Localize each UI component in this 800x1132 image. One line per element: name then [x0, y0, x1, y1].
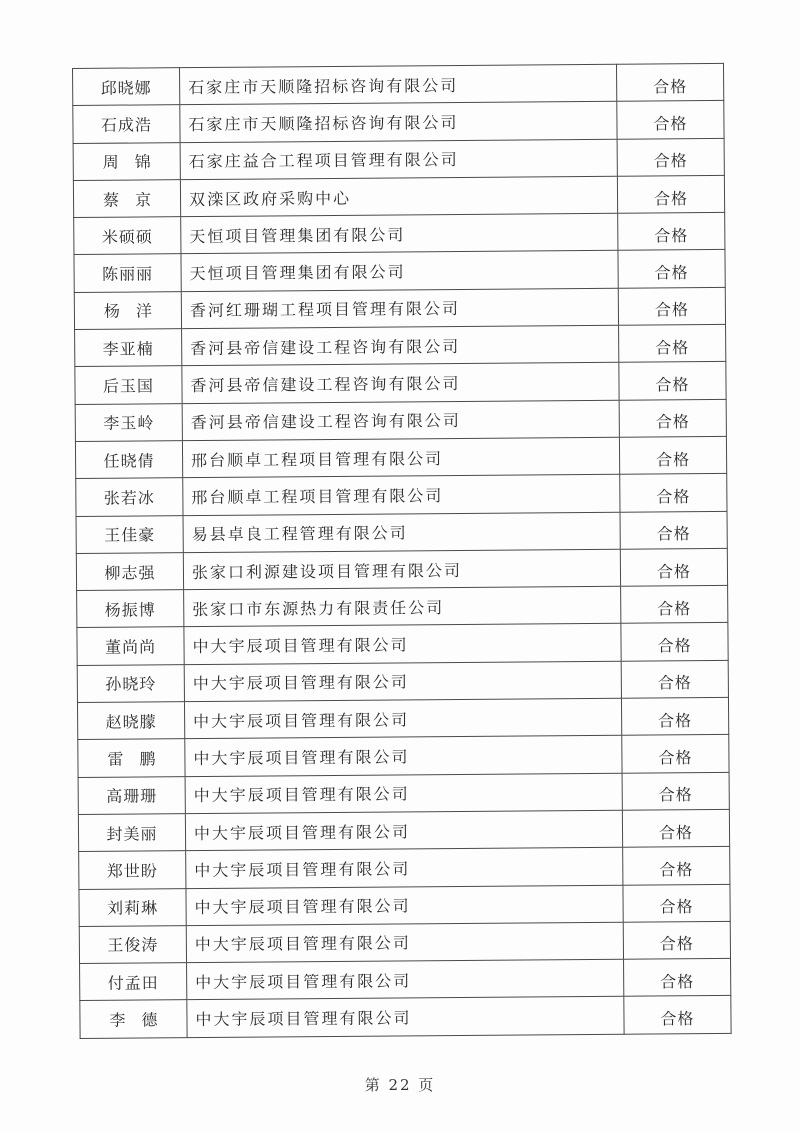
result-label: 合格: [655, 337, 690, 358]
result-label: 合格: [656, 449, 691, 470]
table-row: [75, 324, 726, 366]
result-cell: [617, 101, 724, 139]
result-label: 合格: [658, 748, 693, 768]
company-name-cell: 香河县帝信建设工程咨询有限公司: [182, 400, 619, 441]
person-name-cell: 董尚尚: [77, 627, 184, 665]
company-name-cell: 张家口市东源热力有限责任公司: [184, 586, 621, 627]
table-row: [77, 623, 728, 665]
table-row: [77, 586, 728, 628]
table-row: [78, 772, 729, 814]
result-cell: [620, 474, 727, 512]
table-row: [75, 436, 726, 478]
company-name-cell: 香河县帝信建设工程咨询有限公司: [182, 363, 619, 404]
person-name-cell: 郑世盼: [79, 851, 186, 889]
result-cell: [620, 511, 727, 549]
company-name-cell: 中大宇辰项目管理有限公司: [187, 997, 624, 1038]
result-label: 合格: [656, 524, 691, 544]
company-name-cell: 易县卓良工程管理有限公司: [183, 512, 620, 553]
company-name-cell: 中大宇辰项目管理有限公司: [186, 847, 623, 888]
person-name-cell: 邱晓娜: [73, 68, 180, 106]
result-label: 合格: [656, 561, 692, 581]
person-name-cell: 任晓倩: [75, 441, 182, 479]
result-label: 合格: [653, 151, 688, 171]
person-name-cell: 付孟田: [80, 963, 187, 1001]
person-name-cell: 蔡京: [73, 180, 180, 218]
table-row: [75, 399, 726, 441]
table-row: [75, 362, 726, 404]
results-table-body: [73, 63, 732, 1038]
company-name-cell: 中大宇辰项目管理有限公司: [184, 624, 621, 665]
result-cell: [617, 138, 724, 176]
company-name-cell: 天恒项目管理集团有限公司: [181, 213, 618, 254]
result-label: 合格: [653, 188, 689, 208]
table-row: [73, 101, 724, 143]
results-table-wrapper: [72, 63, 720, 1039]
company-name-cell: 中大宇辰项目管理有限公司: [184, 661, 621, 702]
person-name-cell: 张若冰: [76, 478, 183, 516]
page-number: 第 22 页: [364, 1076, 436, 1094]
person-name-cell: 杨洋: [74, 291, 181, 329]
result-cell: [623, 921, 730, 959]
company-name-cell: 香河红珊瑚工程项目管理有限公司: [181, 288, 618, 329]
person-name-cell: 杨振博: [77, 590, 184, 628]
company-name-cell: 石家庄市天顺隆招标咨询有限公司: [180, 64, 617, 105]
table-row: [73, 175, 724, 217]
company-name-cell: 石家庄市天顺隆招标咨询有限公司: [180, 102, 617, 143]
person-name-cell: 雷鹏: [78, 739, 185, 777]
table-row: [77, 660, 728, 702]
result-cell: [619, 362, 726, 400]
result-label: 合格: [657, 598, 692, 619]
result-label: 合格: [654, 263, 689, 283]
result-cell: [618, 250, 725, 288]
table-row: [79, 921, 730, 963]
result-label: 合格: [655, 375, 690, 395]
result-label: 合格: [657, 673, 692, 693]
result-cell: [623, 847, 730, 885]
table-row: [80, 996, 731, 1038]
company-name-cell: 双滦区政府采购中心: [180, 176, 617, 217]
result-cell: [623, 884, 730, 922]
person-name-cell: 陈丽丽: [74, 254, 181, 292]
table-row: [77, 697, 728, 739]
result-cell: [622, 809, 729, 847]
result-label: 合格: [660, 1009, 695, 1029]
company-name-cell: 中大宇辰项目管理有限公司: [185, 773, 622, 814]
table-row: [78, 809, 729, 851]
person-name-cell: 石成浩: [73, 105, 180, 143]
table-row: [76, 511, 727, 553]
table-row: [74, 287, 725, 329]
result-label: 合格: [660, 971, 695, 992]
result-cell: [622, 772, 729, 810]
person-name-cell: 孙晓玲: [77, 664, 184, 702]
person-name-cell: 后玉国: [75, 366, 182, 404]
result-cell: [619, 399, 726, 437]
person-name-cell: 米硕硕: [74, 217, 181, 255]
result-label: 合格: [657, 636, 692, 656]
result-cell: [622, 735, 729, 773]
result-label: 合格: [656, 487, 691, 507]
table-row: [73, 63, 724, 105]
person-name-cell: 柳志强: [76, 553, 183, 591]
company-name-cell: 天恒项目管理集团有限公司: [181, 251, 618, 292]
result-label: 合格: [654, 225, 689, 246]
person-name-cell: 刘莉琳: [79, 888, 186, 926]
result-cell: [621, 623, 728, 661]
company-name-cell: 中大宇辰项目管理有限公司: [185, 810, 622, 851]
person-name-cell: 李玉岭: [75, 403, 182, 441]
person-name-cell: 高珊珊: [78, 776, 185, 814]
result-label: 合格: [658, 822, 694, 842]
result-label: 合格: [658, 785, 693, 805]
result-label: 合格: [654, 300, 689, 320]
table-row: [73, 138, 724, 180]
result-cell: [619, 324, 726, 362]
table-row: [76, 548, 727, 590]
table-row: [78, 735, 729, 777]
results-table: [72, 63, 732, 1039]
result-label: 合格: [658, 710, 693, 731]
table-row: [74, 213, 725, 255]
result-cell: [617, 175, 724, 213]
company-name-cell: 中大宇辰项目管理有限公司: [186, 922, 623, 963]
result-cell: [618, 287, 725, 325]
result-cell: [621, 586, 728, 624]
company-name-cell: 中大宇辰项目管理有限公司: [184, 698, 621, 739]
company-name-cell: 张家口利源建设项目管理有限公司: [183, 549, 620, 590]
company-name-cell: 中大宇辰项目管理有限公司: [185, 736, 622, 777]
result-cell: [616, 63, 723, 101]
result-label: 合格: [659, 934, 694, 954]
result-label: 合格: [653, 114, 688, 134]
result-label: 合格: [655, 412, 690, 432]
company-name-cell: 邢台顺卓工程项目管理有限公司: [183, 474, 620, 515]
result-cell: [624, 958, 731, 996]
company-name-cell: 香河县帝信建设工程咨询有限公司: [182, 325, 619, 366]
result-cell: [621, 697, 728, 735]
table-row: [79, 847, 730, 889]
result-label: 合格: [659, 860, 694, 880]
result-cell: [618, 213, 725, 251]
table-row: [76, 474, 727, 516]
company-name-cell: 中大宇辰项目管理有限公司: [187, 959, 624, 1000]
result-cell: [619, 436, 726, 474]
person-name-cell: 封美丽: [78, 814, 185, 852]
result-cell: [620, 548, 727, 586]
company-name-cell: 中大宇辰项目管理有限公司: [186, 885, 623, 926]
table-row: [74, 250, 725, 292]
table-row: [79, 884, 730, 926]
person-name-cell: 赵晓朦: [77, 702, 184, 740]
result-cell: [624, 996, 731, 1034]
person-name-cell: 李德: [80, 1000, 187, 1038]
result-label: 合格: [659, 897, 694, 917]
result-cell: [621, 660, 728, 698]
company-name-cell: 邢台顺卓工程项目管理有限公司: [182, 437, 619, 478]
person-name-cell: 王佳豪: [76, 515, 183, 553]
table-row: [80, 958, 731, 1000]
person-name-cell: 李亚楠: [75, 329, 182, 367]
result-label: 合格: [653, 76, 688, 97]
person-name-cell: 王俊涛: [79, 925, 186, 963]
person-name-cell: 周锦: [73, 142, 180, 180]
company-name-cell: 石家庄益合工程项目管理有限公司: [180, 139, 617, 180]
